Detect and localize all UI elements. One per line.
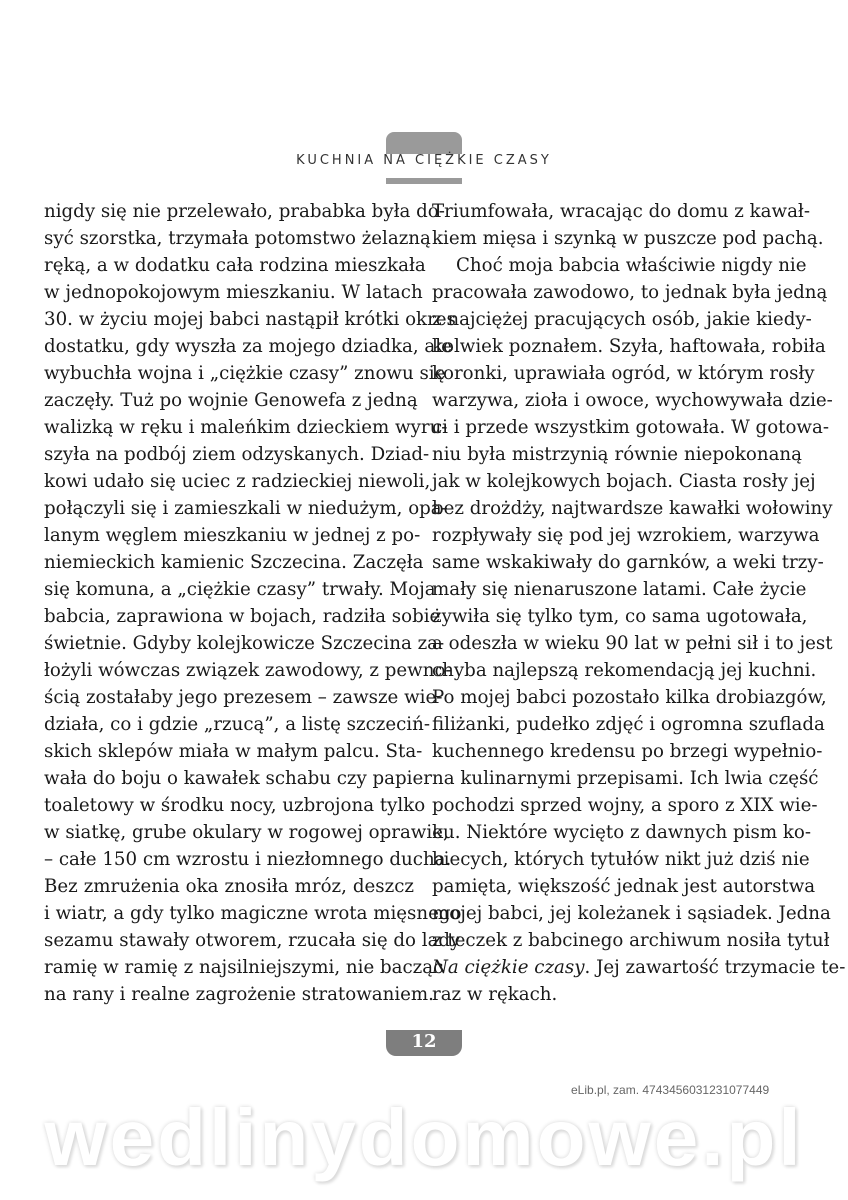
elib-order-note: eLib.pl, zam. 4743456031231077449 (571, 1083, 770, 1097)
text-line: rozpływały się pod jej wzrokiem, warzywa (432, 525, 820, 546)
text-line: kolwiek poznałem. Szyła, haftowała, robiła (432, 336, 826, 357)
text-line: warzywa, zioła i owoce, wychowywała dzie- (432, 390, 833, 411)
text-line: ci i przede wszystkim gotowała. W gotowa- (432, 417, 829, 438)
right-text-column (432, 198, 846, 1008)
text-line: pamięta, większość jednak jest autorstwa (432, 876, 816, 897)
text-line: wybuchła wojna i „ciężkie czasy” znowu się (44, 363, 446, 384)
text-line: niu była mistrzynią równie niepokonaną (432, 444, 802, 465)
text-line: lanym węglem mieszkaniu w jednej z po- (44, 525, 421, 546)
text-line: chyba najlepszą rekomendacją jej kuchni. (432, 660, 817, 681)
text-line: pracowała zawodowo, to jednak była jedną (432, 282, 828, 303)
text-line: się komuna, a „ciężkie czasy” trwały. Moja (44, 579, 436, 600)
text-line: a odeszła w wieku 90 lat w pełni sił i to jest (432, 633, 833, 654)
text-line: żywiła się tylko tym, co sama ugotowała, (432, 606, 808, 627)
text-line: Po mojej babci pozostało kilka drobiazgów, (432, 687, 827, 708)
text-line: Choć moja babcia właściwie nigdy nie (456, 255, 807, 276)
text-line: skich sklepów miała w małym palcu. Sta- (44, 741, 423, 762)
text-line: łożyli wówczas związek zawodowy, z pewno- (44, 660, 452, 681)
text-line: ramię w ramię z najsilniejszymi, nie bacząc (44, 957, 444, 978)
text-line: szyła na podbój ziem odzyskanych. Dziad- (44, 444, 430, 465)
watermark: wedlinydomowe.pl (44, 1093, 804, 1182)
header-underline-decoration (386, 178, 462, 184)
text-line: niemieckich kamienic Szczecina. Zaczęła (44, 552, 424, 573)
text-line: pochodzi sprzed wojny, a sporo z XIX wie- (432, 795, 818, 816)
text-line: kuchennego kredensu po brzegi wypełnio- (432, 741, 823, 762)
text-line: w jednopokojowym mieszkaniu. W latach (44, 282, 423, 303)
text-line: filiżanki, pudełko zdjęć i ogromna szuflada (432, 714, 825, 735)
text-line: babcia, zaprawiona w bojach, radziła sobie (44, 606, 441, 627)
text-line: mojej babci, jej koleżanek i sąsiadek. Jedna (432, 903, 831, 924)
text-line: bez drożdży, najtwardsze kawałki wołowiny (432, 498, 833, 519)
left-text-column (44, 198, 462, 1008)
text-line: z teczek z babcinego archiwum nosiła tytuł (432, 930, 830, 951)
text-line: nigdy się nie przelewało, prababka była do- (44, 201, 445, 222)
text-line: z najciężej pracujących osób, jakie kiedy- (432, 309, 812, 330)
text-line: połączyli się i zamieszkali w niedużym, opa- (44, 498, 448, 519)
text-line: w siatkę, grube okulary w rogowej oprawie, (44, 822, 449, 843)
text-line: dostatku, gdy wyszła za mojego dziadka, ale (44, 336, 452, 357)
page-number: 12 (386, 1030, 462, 1056)
book-title: Na ciężkie czasy (432, 957, 585, 978)
text-line: 30. w życiu mojej babci nastąpił krótki okres (44, 309, 456, 330)
text-line: na rany i realne zagrożenie stratowaniem. (44, 984, 434, 1005)
text-line: ścią zostałaby jego prezesem – zawsze wie- (44, 687, 443, 708)
text-line: zaczęły. Tuż po wojnie Genowefa z jedną (44, 390, 418, 411)
text-line: ręką, a w dodatku cała rodzina mieszkała (44, 255, 426, 276)
text-line: – całe 150 cm wzrostu i niezłomnego ducha. (44, 849, 452, 870)
text-line: Triumfowała, wracając do domu z kawał- (432, 201, 810, 222)
text-line: działa, co i gdzie „rzucą”, a listę szczeciń- (44, 714, 430, 735)
text-line: jak w kolejkowych bojach. Ciasta rosły jej (432, 471, 816, 492)
text-line: sezamu stawały otworem, rzucała się do lady (44, 930, 461, 951)
text-line: biecych, których tytułów nikt już dziś nie (432, 849, 810, 870)
text-line: i wiatr, a gdy tylko magiczne wrota mięsnego (44, 903, 462, 924)
text-line: wała do boju o kawałek schabu czy papier (44, 768, 432, 789)
text-line: Na ciężkie czasy. Jej zawartość trzymacie te- (432, 957, 846, 978)
text-line: mały się nienaruszone latami. Całe życie (432, 579, 807, 600)
text-line: same wskakiwały do garnków, a weki trzy- (432, 552, 824, 573)
text-line: koronki, uprawiała ogród, w którym rosły (432, 363, 815, 384)
text-line: ku. Niektóre wycięto z dawnych pism ko- (432, 822, 811, 843)
text-line: Bez zmrużenia oka znosiła mróz, deszcz (44, 876, 414, 897)
text-line: walizką w ręku i maleńkim dzieckiem wyru- (44, 417, 448, 438)
text-line: kowi udało się uciec z radzieckiej niewoli, (44, 471, 431, 492)
text-line: toaletowy w środku nocy, uzbrojona tylko (44, 795, 426, 816)
text-line: kiem mięsa i szynką w puszcze pod pachą. (432, 228, 824, 249)
running-title: KUCHNIA NA CIĘŻKIE CZASY (296, 153, 552, 168)
text-line: syć szorstka, trzymała potomstwo żelazną (44, 228, 431, 249)
header-tab-decoration (386, 132, 462, 154)
text-line: na kulinarnymi przepisami. Ich lwia część (432, 768, 819, 789)
text-line: świetnie. Gdyby kolejkowicze Szczecina za- (44, 633, 445, 654)
text-line: raz w rękach. (432, 984, 558, 1005)
